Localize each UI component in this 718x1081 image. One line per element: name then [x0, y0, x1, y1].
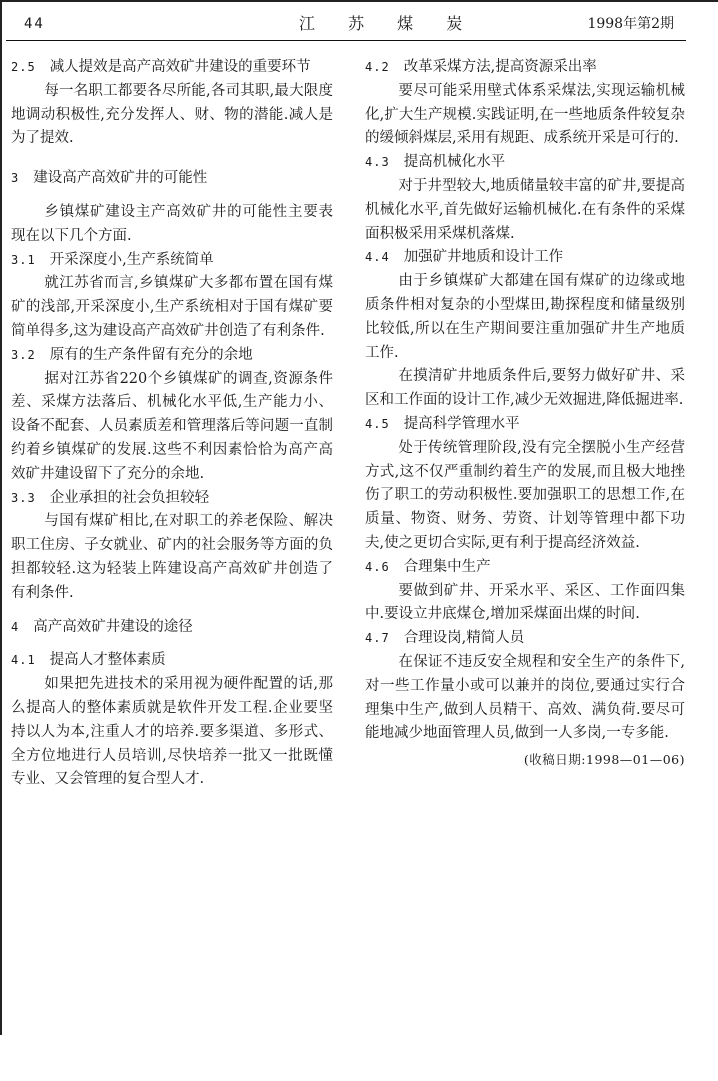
section-title: 高产高效矿井建设的途径	[33, 618, 193, 635]
section-title: 企业承担的社会负担较轻	[49, 489, 210, 506]
section-number: 3.3	[11, 490, 36, 505]
section-heading	[365, 556, 685, 580]
section-heading	[365, 151, 685, 175]
section-4-3	[365, 151, 685, 246]
section-title: 开采深度小,生产系统简单	[49, 251, 214, 268]
paragraph: 在摸清矿井地质条件后,要努力做好矿井、采区和工作面的设计工作,减少无效掘进,降低掘进率.	[365, 368, 685, 409]
section-title: 减人提效是高产高效矿井建设的重要环节	[49, 59, 311, 75]
section-number: 3.1	[11, 252, 36, 267]
paragraph: 要尽可能采用壁式体系采煤法,实现运输机械化,扩大生产规模.实践证明,在一些地质条件较复杂的缓倾斜煤层,采用有规距、成系统开采是可行的.	[365, 82, 685, 147]
section-heading	[11, 344, 333, 368]
paragraph: 要做到矿井、开采水平、采区、工作面四集中.要设立井底煤仓,增加采煤面出煤的时间.	[365, 582, 685, 623]
section-3-3	[11, 487, 333, 606]
section-4-5	[365, 413, 685, 556]
section-title: 提高机械化水平	[403, 154, 506, 171]
paragraph: 就江苏省而言,乡镇煤矿大多都布置在国有煤矿的浅部,开采深度小,生产系统相对于国有煤矿要简单得多,这为建设高产高效矿井创造了有利条件.	[11, 275, 333, 339]
section-4-1	[11, 649, 333, 792]
paragraph: 据对江苏省220个乡镇煤矿的调查,资源条件差、采煤方法落后、机械化水平低,生产能力小、设备不配套、人员素质差和管理落后等问题一直制约着乡镇煤矿的发展.这些不利因素恰恰为高产高效矿井建设留下了充分的余地.	[11, 370, 333, 482]
section-title: 建设高产高效矿井的可能性	[33, 170, 208, 187]
section-title: 加强矿井地质和设计工作	[403, 249, 564, 266]
section-4	[11, 616, 333, 640]
journal-title: 江 苏 煤 炭	[299, 14, 477, 33]
paragraph: 乡镇煤矿建设主产高效矿井的可能性主要表现在以下几个方面.	[11, 203, 333, 244]
section-heading	[11, 649, 333, 673]
issue-label: 1998年第2期	[587, 16, 674, 32]
paragraph: 在保证不违反安全规程和安全生产的条件下,对一些工作量小或可以兼并的岗位,要通过实行合理集中生产,做到人员精干、高效、满负荷.要尽可能地减少地面管理人员,做到一人多岗,一专多能.	[365, 653, 685, 742]
paragraph: 如果把先进技术的采用视为硬件配置的话,那么提高人的整体素质就是软件开发工程.企业要坚持以人为本,注重人才的培养.要多渠道、多形式、全方位地进行人员培训,尽快培养一批又一批既懂专业、又会管理的复合型人才.	[11, 676, 333, 788]
section-heading	[365, 56, 685, 80]
section-4-6	[365, 556, 685, 627]
section-number: 3	[11, 171, 20, 186]
section-number: 4.4	[365, 250, 390, 265]
section-heading	[11, 249, 333, 273]
section-title: 提高人才整体素质	[49, 652, 166, 669]
paragraph: 对于井型较大,地质储量较丰富的矿井,要提高机械化水平,首先做好运输机械化.在有条件的采煤面积极采用采煤机落煤.	[365, 177, 685, 242]
section-4-2	[365, 56, 685, 151]
section-title: 改革采煤方法,提高资源采出率	[403, 59, 597, 75]
section-heading	[365, 246, 685, 270]
section-number: 4	[11, 619, 20, 634]
section-number: 4.3	[365, 155, 390, 170]
section-heading	[365, 627, 685, 651]
section-heading	[11, 616, 333, 640]
section-title: 合理集中生产	[403, 558, 491, 575]
section-3	[11, 167, 333, 248]
section-heading	[11, 56, 333, 80]
section-title: 原有的生产条件留有充分的余地	[49, 346, 253, 363]
section-4-7	[365, 627, 685, 746]
section-number: 2.5	[11, 60, 36, 74]
page-left-border	[0, 0, 2, 1035]
section-heading	[365, 413, 685, 437]
section-heading	[11, 167, 333, 191]
section-number: 4.1	[11, 653, 36, 668]
section-title: 合理设岗,精简人员	[403, 630, 525, 647]
section-4-4	[365, 246, 685, 413]
section-2-5	[11, 56, 333, 151]
received-date: (收稿日期:1998—01—06)	[523, 752, 685, 768]
section-number: 3.2	[11, 347, 36, 362]
header-rule	[6, 40, 686, 41]
paragraph: 处于传统管理阶段,没有完全摆脱小生产经营方式,这不仅严重制约着生产的发展,而且极大地挫伤了职工的劳动积极性.要加强职工的思想工作,在质量、物资、财务、劳资、计划等管理中都下功夫,使之更切合实际,更有利于提高经济效益.	[365, 439, 685, 551]
section-heading	[11, 487, 333, 511]
section-number: 4.6	[365, 559, 390, 574]
right-column	[365, 56, 685, 784]
page-top-border	[0, 0, 718, 2]
section-number: 4.7	[365, 631, 390, 646]
section-number: 4.2	[365, 60, 390, 74]
running-header	[6, 12, 686, 36]
section-3-1	[11, 249, 333, 344]
paragraph: 由于乡镇煤矿大都建在国有煤矿的边缘或地质条件相对复杂的小型煤田,勘探程度和储量级别比较低,所以在生产期间要注重加强矿井生产地质工作.	[365, 273, 685, 361]
paragraph: 每一名职工都要各尽所能,各司其职,最大限度地调动积极性,充分发挥人、财、物的潜能.减人是为了提效.	[11, 82, 333, 147]
section-number: 4.5	[365, 416, 390, 431]
section-title: 提高科学管理水平	[403, 415, 520, 432]
page-number: 44	[24, 16, 45, 32]
section-3-2	[11, 344, 333, 487]
paragraph: 与国有煤矿相比,在对职工的养老保险、解决职工住房、子女就业、矿内的社会服务等方面的负担都较轻.这为轻装上阵建设高产高效矿井创造了有利条件.	[11, 513, 333, 601]
left-column	[11, 56, 333, 792]
